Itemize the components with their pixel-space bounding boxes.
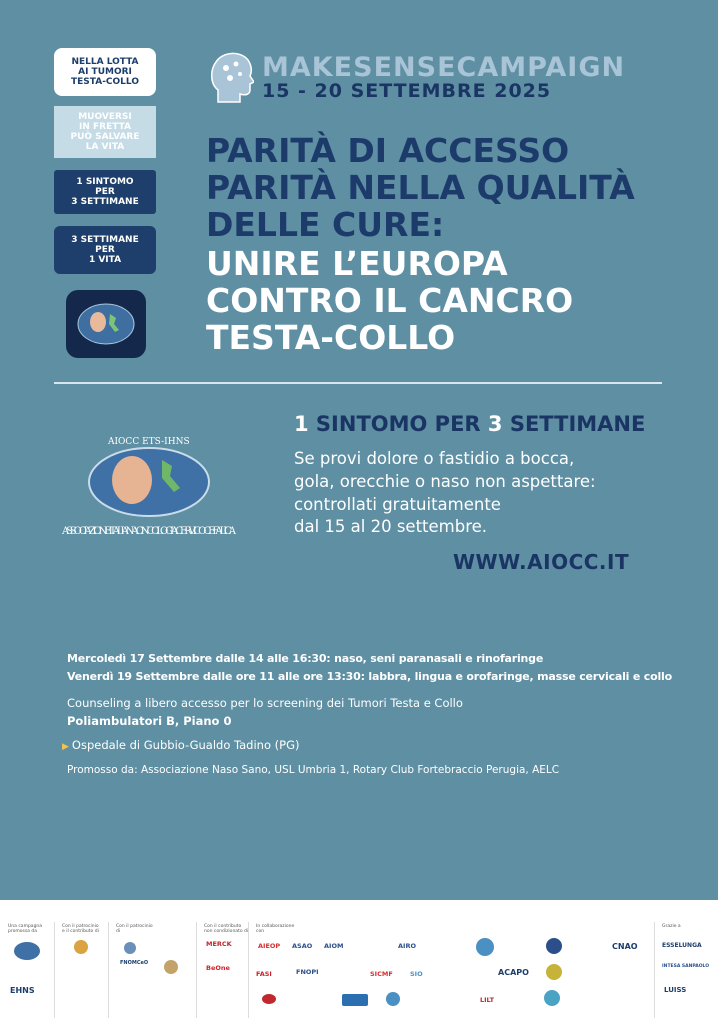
sicmf-logo: SICMF <box>370 970 393 978</box>
aiocc-top-text: AIOCC ETS-IHNS <box>108 437 190 447</box>
badge-aiocc-logo <box>66 290 146 358</box>
badge-nella-lotta: NELLA LOTTA AI TUMORI TESTA-COLLO <box>54 48 156 96</box>
aiocc-small-logo-icon <box>66 290 146 358</box>
headline-line-2: PARITÀ NELLA QUALITÀ <box>206 168 635 207</box>
arrow-icon: ▶ <box>62 742 69 752</box>
headline-line-3: DELLE CURE: <box>206 205 445 244</box>
symptom-line-4: dal 15 al 20 settembre. <box>294 517 488 536</box>
footer-separator <box>654 922 655 1018</box>
sponsor-footer <box>0 900 718 1024</box>
head-profile-icon <box>208 48 254 104</box>
footer-label-promossa: Una campagna promossa da <box>8 924 43 934</box>
location-text: Poliambulatori B, Piano 0 <box>67 714 232 728</box>
website-link[interactable]: WWW.AIOCC.IT <box>453 550 630 574</box>
partner-logo <box>74 940 88 954</box>
fnopi-logo: FNOPI <box>296 968 319 976</box>
aiocc-bottom-text: ASSOCIAZIONE ITALIANA ONCOLOGIA CERVICO CEFALICA <box>62 526 236 537</box>
fasi-logo: FASI <box>256 970 272 978</box>
footer-separator <box>248 922 249 1018</box>
badge-1-sintomo: 1 SINTOMO PER 3 SETTIMANE <box>54 170 156 214</box>
badge-3-settimane: 3 SETTIMANE PER 1 VITA <box>54 226 156 274</box>
partner-logo <box>546 964 562 980</box>
partner-logo <box>342 994 368 1006</box>
footer-separator <box>196 922 197 1018</box>
hospital-line <box>62 738 299 752</box>
promoted-by: Promosso da: Associazione Naso Sano, USL Umbria 1, Rotary Club Fortebraccio Perugia, AELC <box>67 764 560 776</box>
footer-label-collaborazione: In collaborazione con <box>256 924 295 934</box>
headline-line-4: UNIRE L’EUROPA <box>206 244 508 283</box>
symptom-line-1: Se provi dolore o fastidio a bocca, <box>294 449 575 468</box>
sio-logo: SIO <box>410 970 423 978</box>
asao-logo: ASAO <box>292 942 313 950</box>
headline-line-1: PARITÀ DI ACCESSO <box>206 131 570 170</box>
cnao-logo: CNAO <box>612 942 638 951</box>
intesa-logo: INTESA SANPAOLO <box>662 964 710 969</box>
symptom-text-2: SETTIMANE <box>502 412 646 436</box>
airo-logo: AIRO <box>398 942 416 950</box>
esselunga-logo: ESSELUNGA <box>662 942 702 949</box>
schedule-friday: Venerdì 19 Settembre dalle ore 11 alle ore 13:30: labbra, lingua e orofaringe, masse cervicali e collo <box>67 670 672 683</box>
aiocc-footer-logo <box>14 942 40 960</box>
campaign-dates: 15 - 20 SETTEMBRE 2025 <box>262 80 552 102</box>
counseling-text: Counseling a libero accesso per lo screening dei Tumori Testa e Collo <box>67 696 463 710</box>
footer-separator <box>54 922 55 1018</box>
acapo-logo: ACAPO <box>498 968 529 977</box>
divider <box>54 382 662 384</box>
headline-line-6: TESTA-COLLO <box>206 318 456 357</box>
ehns-logo: EHNS <box>10 986 35 995</box>
footer-separator <box>108 922 109 1018</box>
partner-logo <box>386 992 400 1006</box>
symptom-num-1: 1 <box>294 412 309 436</box>
aiom-logo: AIOM <box>324 942 344 950</box>
badge-muoversi: MUOVERSI IN FRETTA PUÒ SALVARE LA VITA <box>54 106 156 158</box>
partner-logo <box>262 994 276 1004</box>
aiocc-association-logo <box>56 430 242 550</box>
partner-logo <box>476 938 494 956</box>
luiss-logo: LUISS <box>664 986 687 994</box>
merck-logo: MERCK <box>206 940 232 948</box>
beone-logo: BeOne <box>206 964 230 972</box>
partner-logo <box>544 990 560 1006</box>
partner-logo <box>164 960 178 974</box>
symptom-heading <box>294 412 645 436</box>
footer-label-grazie: Grazie a <box>662 924 681 929</box>
fnomceo-logo: FNOMCeO <box>120 960 149 966</box>
schedule-wednesday: Mercoledì 17 Settembre dalle 14 alle 16:30: naso, seni paranasali e rinofaringe <box>67 652 544 665</box>
lilt-logo: LILT <box>480 996 495 1004</box>
symptom-num-2: 3 <box>487 412 503 436</box>
symptom-text-1: SINTOMO PER <box>308 412 488 436</box>
footer-label-contributo: Con il contributo non condizionato di <box>204 924 249 934</box>
footer-label-patrocinio: Con il patrocinio di <box>116 924 153 934</box>
partner-logo <box>124 942 136 954</box>
symptom-line-2: gola, orecchie o naso non aspettare: <box>294 472 596 491</box>
partner-logo <box>546 938 562 954</box>
campaign-title: MAKESENSECAMPAIGN <box>262 52 626 83</box>
footer-label-patrocinio-contributo: Con il patrocinio e il contributo di <box>62 924 99 934</box>
aieop-logo: AIEOP <box>258 942 281 950</box>
hospital-name: Ospedale di Gubbio-Gualdo Tadino (PG) <box>71 738 300 752</box>
headline-line-5: CONTRO IL CANCRO <box>206 281 574 320</box>
symptom-line-3: controllati gratuitamente <box>294 495 501 514</box>
